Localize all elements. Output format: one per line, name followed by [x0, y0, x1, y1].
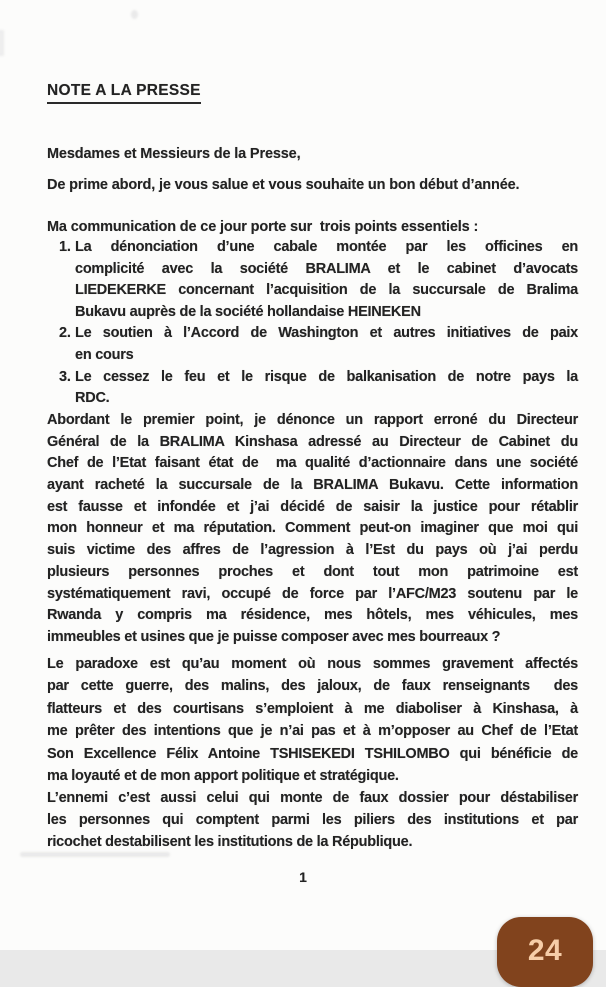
list-line: complicité avec la société BRALIMA et le cabinet d’avocats	[75, 260, 578, 277]
paragraph-line: Rwanda y compris ma résidence, mes hôtels, mes véhicules, mes	[47, 607, 578, 624]
list-line: RDC.	[75, 390, 110, 407]
paragraph-line: Son Excellence Félix Antoine TSHISEKEDI TSHILOMBO qui bénéficie de	[47, 745, 578, 762]
points-list	[59, 237, 578, 410]
list-line: Le soutien à l’Accord de Washington et autres initiatives de paix	[75, 325, 578, 342]
paragraph-line: immeubles et usines que je puisse composer avec mes bourreaux ?	[47, 628, 501, 645]
list-line: Bukavu auprès de la société hollandaise HEINEKEN	[75, 303, 421, 320]
page-indicator-badge[interactable]	[497, 917, 593, 987]
paragraph-line: flatteurs et des courtisans s’emploient à me diaboliser à Kinshasa, à	[47, 700, 578, 717]
paragraph-line: Le paradoxe est qu’au moment où nous sommes gravement affectés	[47, 656, 578, 672]
paragraph-line: mon honneur et ma réputation. Comment peut-on imaginer que moi qui	[47, 520, 578, 537]
list-line: en cours	[75, 346, 134, 363]
paragraph-line: les personnes qui comptent parmi les piliers des institutions et par	[47, 812, 578, 829]
list-item-1	[59, 237, 578, 323]
list-line: LIEDEKERKE concernant l’acquisition de la succursale de Bralima	[75, 282, 578, 299]
list-item-3-text	[75, 367, 578, 410]
communication-line: Ma communication de ce jour porte sur trois points essentiels :	[47, 219, 479, 235]
paragraph-line: ma loyauté et de mon apport politique et stratégique.	[47, 767, 399, 784]
paragraph-line: suis victime des affres de l’agression à l’Est du pays où j’ai perdu	[47, 542, 578, 559]
paragraph-line: par cette guerre, des malins, des jaloux, de faux renseignants des	[47, 678, 578, 695]
paragraph-line: me prêter des intentions que je n’ai pas et à m’opposer au Chef de l’Etat	[47, 723, 578, 740]
scan-artifact-spot	[131, 10, 138, 19]
paragraph-line: L’ennemi c’est aussi celui qui monte de faux dossier pour déstabiliser	[47, 790, 578, 806]
paragraph-line: plusieurs personnes proches et dont tout mon patrimoine est	[47, 563, 578, 580]
paragraph-line: Chef de l’Etat faisant état de ma qualité d’actionnaire dans une société	[47, 455, 578, 472]
list-item-1-text	[75, 237, 578, 323]
list-line: La dénonciation d’une cabale montée par les officines en	[75, 239, 578, 255]
document-title: NOTE A LA PRESSE	[47, 82, 201, 104]
page-indicator-label: 24	[527, 934, 563, 967]
paragraph-paradox	[47, 653, 578, 787]
paragraph-line: ricochet destabilisent les institutions de la République.	[47, 834, 413, 851]
list-item-3	[59, 367, 578, 410]
list-line: Le cessez le feu et le risque de balkanisation de notre pays la	[75, 368, 578, 385]
paragraph-first-point	[47, 410, 578, 649]
paragraph-line: Abordant le premier point, je dénonce un rapport erroné du Directeur	[47, 412, 578, 428]
list-item-2-number: 2.	[59, 325, 71, 342]
greeting-line: De prime abord, je vous salue et vous souhaite un bon début d’année.	[47, 177, 520, 193]
paragraph-line: systématiquement ravi, occupé de force par l’AFC/M23 soutenu par le	[47, 585, 578, 602]
list-item-3-number: 3.	[59, 368, 71, 385]
salutation-line: Mesdames et Messieurs de la Presse,	[47, 146, 301, 162]
document-title-wrap	[47, 82, 201, 104]
paragraph-line: ayant racheté la succursale de la BRALIMA Bukavu. Cette information	[47, 477, 578, 494]
paragraph-line: Général de la BRALIMA Kinshasa adressé au Directeur de Cabinet du	[47, 433, 578, 450]
paragraph-enemy	[47, 787, 578, 854]
list-item-2	[59, 323, 578, 366]
list-item-2-text	[75, 323, 578, 366]
list-item-1-number: 1.	[59, 239, 71, 255]
scan-artifact-edge	[0, 30, 4, 56]
paragraph-line: est fausse et infondée et j’ai décidé de saisir la justice pour rétablir	[47, 498, 578, 515]
page-number: 1	[299, 869, 307, 885]
